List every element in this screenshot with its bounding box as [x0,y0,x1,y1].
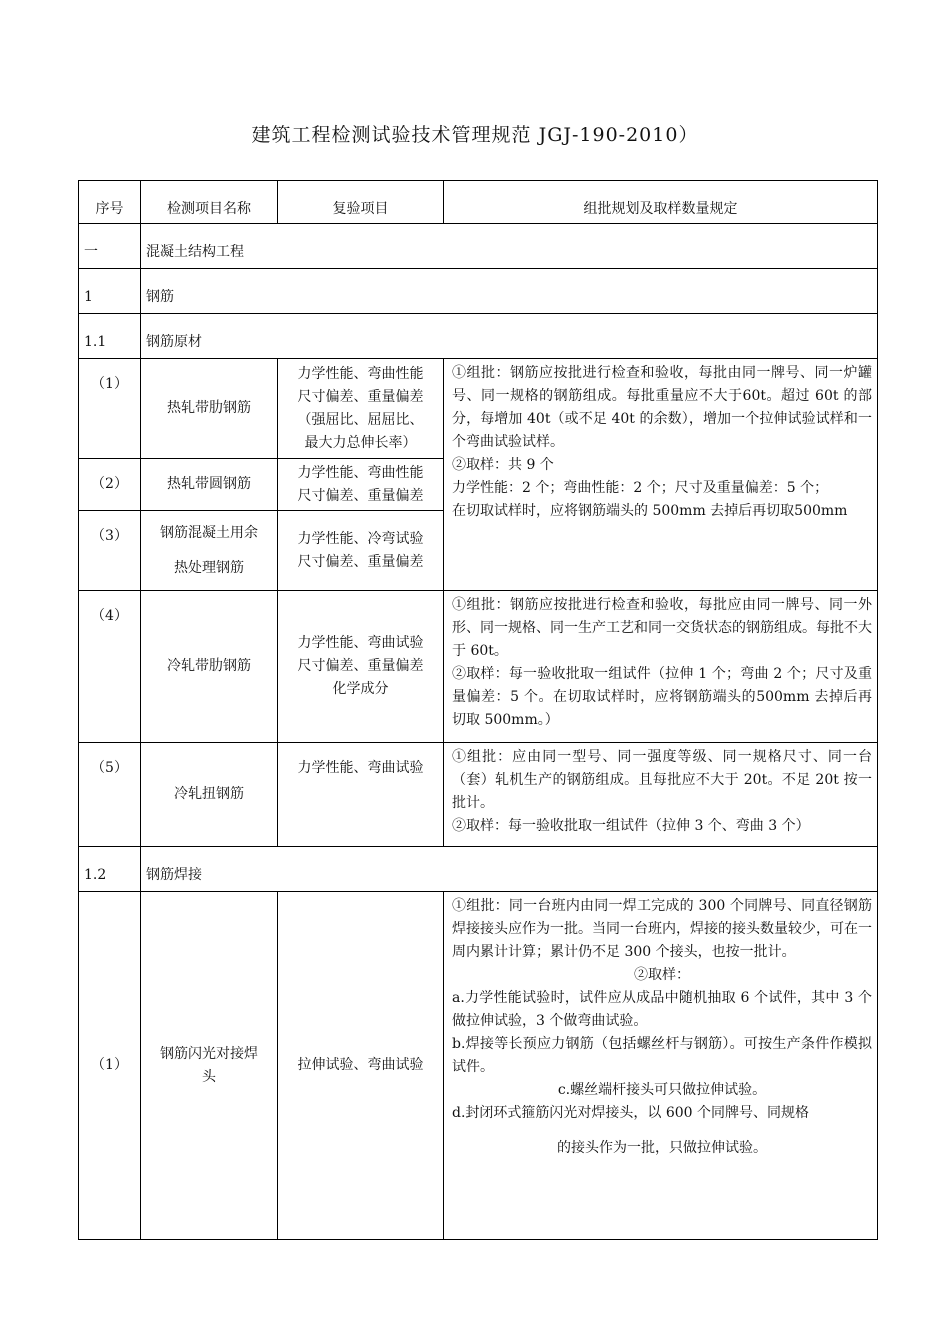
section-no: 1.1 [79,314,141,359]
section-name: 混凝土结构工程 [141,224,878,269]
rule-paragraph: ②取样：共 9 个 [452,457,554,473]
retest-items [278,359,444,459]
section-no: 一 [79,224,141,269]
row-no: （3） [79,511,141,591]
rule-paragraph: ②取样：每一验收批取一组试件（拉伸 1 个；弯曲 2 个；尺寸及重量偏差：5 个。在切取试样时，应将钢筋端头的500mm 去掉后再切取 500mm。） [452,666,872,728]
section-name: 钢筋 [141,269,878,314]
section-no: 1 [79,269,141,314]
item-name [141,892,278,1240]
rule-paragraph: ①组批：应由同一型号、同一强度等级、同一规格尺寸、同一台（套）轧机生产的钢筋组成。且每批应不大于 20t。不足 20t 按一批计。 [452,749,872,811]
retest-items [278,591,444,743]
rule-paragraph: b.焊接等长预应力钢筋（包括螺丝杆与钢筋）。可按生产条件作模拟试件。 [452,1036,872,1075]
retest-items [278,892,444,1240]
table-row [79,591,878,743]
table-row [79,743,878,847]
retest-line: 尺寸偏差、重量偏差 [297,388,424,405]
section-row [79,269,878,314]
item-name [141,511,278,591]
rule-paragraph: ①组批：钢筋应按批进行检查和验收，每批由同一牌号、同一炉罐号、同一规格的钢筋组成。每批重量应不大于60t。超过 60t 的部分，每增加 40t（或不足 40t 的余数），增加一个拉伸试验试样和一个弯曲试验试样。 [452,365,872,450]
item-name-line: 钢筋闪光对接焊 [160,1045,258,1062]
header-retest-items: 复验项目 [278,181,444,224]
item-name: 冷轧带肋钢筋 [141,591,278,743]
item-name: 冷轧扭钢筋 [141,743,278,847]
rule-paragraph: ②取样：每一验收批取一组试件（拉伸 3 个、弯曲 3 个） [452,818,810,834]
section-row [79,314,878,359]
item-name: 热轧带肋钢筋 [141,359,278,459]
retest-line: 最大力总伸长率） [304,434,417,451]
rule-paragraph: 的接头作为一批，只做拉伸试验。 [557,1140,767,1156]
retest-items [278,459,444,511]
header-item-name: 检测项目名称 [141,181,278,224]
retest-line: 拉伸试验、弯曲试验 [297,1057,424,1073]
rule-paragraph: ①组批：钢筋应按批进行检查和验收，每批应由同一牌号、同一外形、同一规格、同一生产工艺和同一交货状态的钢筋组成。每批不大于 60t。 [452,597,872,659]
retest-items [278,511,444,591]
retest-line: 化学成分 [332,681,389,697]
rule-paragraph: 力学性能：2 个；弯曲性能：2 个；尺寸及重量偏差：5 个； [452,480,829,496]
item-name-line: 头 [202,1068,216,1085]
batch-rule [444,892,878,1240]
retest-line: 尺寸偏差、重量偏差 [297,658,424,674]
batch-rule [444,591,878,743]
retest-line: 力学性能、弯曲试验 [297,760,424,776]
rule-paragraph: a.力学性能试验时，试件应从成品中随机抽取 6 个试件，其中 3 个做拉伸试验，3 个做弯曲试验。 [452,990,872,1029]
batch-rule [444,743,878,847]
inspection-table [78,180,878,1240]
batch-rule [444,359,878,591]
header-no: 序号 [79,181,141,224]
table-row [79,892,878,1240]
rule-paragraph: 在切取试样时，应将钢筋端头的 500mm 去掉后再切取500mm [452,503,848,519]
item-name-line: 热处理钢筋 [174,559,244,576]
item-name-line: 钢筋混凝土用余 [160,524,258,541]
row-no: （1） [79,892,141,1240]
table-row [79,359,878,459]
retest-line: 尺寸偏差、重量偏差 [297,487,424,504]
retest-line: 尺寸偏差、重量偏差 [297,553,424,570]
retest-line: （强屈比、屈屈比、 [297,411,424,428]
section-row [79,847,878,892]
rule-paragraph: ②取样： [634,967,690,983]
document-title: 建筑工程检测试验技术管理规范 JGJ-190-2010） [251,124,699,146]
section-row [79,224,878,269]
section-name: 钢筋焊接 [141,847,878,892]
row-no: （5） [79,743,141,847]
retest-line: 力学性能、弯曲试验 [297,635,424,651]
retest-line: 力学性能、冷弯试验 [297,530,424,547]
section-name: 钢筋原材 [141,314,878,359]
row-no: （4） [79,591,141,743]
header-batch-rules: 组批规划及取样数量规定 [444,181,878,224]
item-name: 热轧带圆钢筋 [141,459,278,511]
retest-items [278,743,444,847]
retest-line: 力学性能、弯曲性能 [297,464,424,481]
row-no: （1） [79,359,141,459]
rule-paragraph: ①组批：同一台班内由同一焊工完成的 300 个同牌号、同直径钢筋焊接接头应作为一批。当同一台班内，焊接的接头数量较少，可在一周内累计计算；累计仍不足 300 个接头，也按一批计。 [452,898,872,960]
row-no: （2） [79,459,141,511]
rule-paragraph: d.封闭环式箍筋闪光对焊接头，以 600 个同牌号、同规格 [452,1105,810,1121]
retest-line: 力学性能、弯曲性能 [297,365,424,382]
rule-paragraph: c.螺丝端杆接头可只做拉伸试验。 [557,1082,767,1098]
section-no: 1.2 [79,847,141,892]
header-row [79,181,878,224]
